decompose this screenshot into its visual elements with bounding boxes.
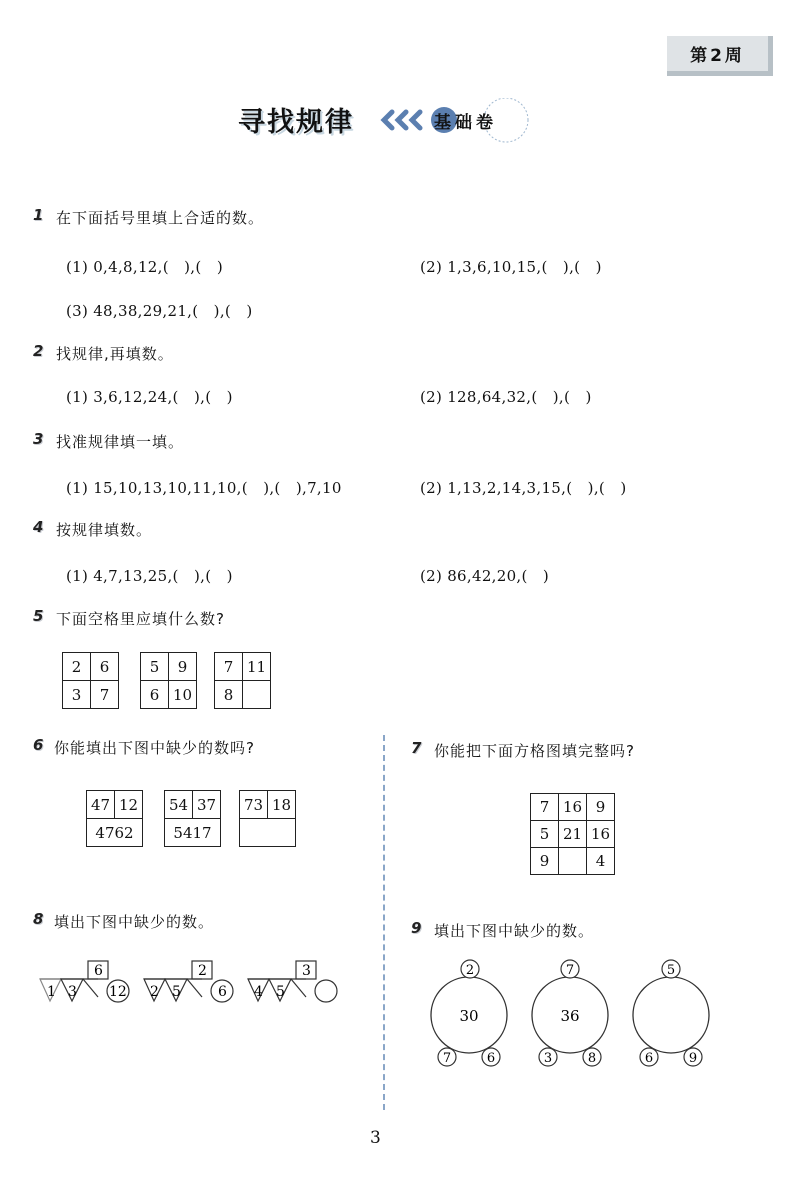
q9-c2-right: 8 bbox=[587, 1051, 597, 1066]
grid-cell: 7 bbox=[215, 653, 243, 681]
grid-cell: 6 bbox=[141, 681, 169, 709]
q4-number: 4 bbox=[33, 518, 44, 536]
q8-g3-box: 3 bbox=[302, 963, 311, 979]
grid-cell: 11 bbox=[243, 653, 271, 681]
q6-box-2 bbox=[164, 790, 221, 847]
q1-item-3: (3) 48,38,29,21,( ),( ) bbox=[66, 302, 253, 320]
grid-cell: 7 bbox=[531, 794, 559, 821]
q5-number: 5 bbox=[33, 607, 44, 625]
box-cell: 12 bbox=[115, 791, 143, 819]
q8-g1-b: 3 bbox=[68, 984, 77, 1000]
grid-cell: 10 bbox=[169, 681, 197, 709]
q8-figures bbox=[38, 955, 358, 1015]
q9-c1-right: 6 bbox=[486, 1051, 496, 1066]
box-cell bbox=[240, 819, 296, 847]
q8-g2-b: 5 bbox=[172, 984, 181, 1000]
q8-g3-b: 5 bbox=[276, 984, 285, 1000]
q9-text: 填出下图中缺少的数。 bbox=[434, 922, 595, 940]
q9-c3-right: 9 bbox=[688, 1051, 698, 1066]
grid-cell: 8 bbox=[215, 681, 243, 709]
q8-g1-box: 6 bbox=[94, 963, 103, 979]
grid-cell: 5 bbox=[531, 821, 559, 848]
box-cell: 18 bbox=[268, 791, 296, 819]
grid-cell: 2 bbox=[63, 653, 91, 681]
q8-g2-box: 2 bbox=[198, 963, 207, 979]
q7-grid bbox=[530, 793, 615, 875]
q8-text: 填出下图中缺少的数。 bbox=[54, 913, 215, 931]
q2-item-1: (1) 3,6,12,24,( ),( ) bbox=[66, 388, 233, 406]
q4-item-2: (2) 86,42,20,( ) bbox=[420, 567, 550, 585]
grid-cell: 5 bbox=[141, 653, 169, 681]
grid-cell: 9 bbox=[531, 848, 559, 875]
big-circle bbox=[633, 977, 709, 1053]
q5-grid-1 bbox=[62, 652, 119, 709]
q1-text: 在下面括号里填上合适的数。 bbox=[56, 209, 265, 227]
q8-g2-a: 2 bbox=[150, 984, 159, 1000]
grid-cell: 7 bbox=[91, 681, 119, 709]
q3-number: 3 bbox=[33, 430, 44, 448]
box-cell: 47 bbox=[87, 791, 115, 819]
q6-box-3 bbox=[239, 790, 296, 847]
q8-number: 8 bbox=[33, 910, 44, 928]
q8-g1-a: 1 bbox=[47, 984, 56, 1000]
q2-item-2: (2) 128,64,32,( ),( ) bbox=[420, 388, 592, 406]
grid-cell: 6 bbox=[91, 653, 119, 681]
grid-cell: 3 bbox=[63, 681, 91, 709]
q3-text: 找准规律填一填。 bbox=[56, 433, 185, 451]
column-divider bbox=[383, 735, 385, 1110]
q9-c1-left: 7 bbox=[442, 1051, 452, 1066]
grid-cell: 16 bbox=[587, 821, 615, 848]
box-cell: 5417 bbox=[165, 819, 221, 847]
box-cell: 4762 bbox=[87, 819, 143, 847]
q9-c3-left: 6 bbox=[644, 1051, 654, 1066]
q6-box-1 bbox=[86, 790, 143, 847]
grid-cell: 9 bbox=[169, 653, 197, 681]
week-label: 第2周 bbox=[690, 46, 745, 66]
q9-c2-left: 3 bbox=[543, 1051, 553, 1066]
q6-number: 6 bbox=[33, 736, 44, 754]
q7-number: 7 bbox=[411, 739, 422, 757]
box-cell: 54 bbox=[165, 791, 193, 819]
q6-text: 你能填出下图中缺少的数吗? bbox=[54, 739, 255, 757]
q9-number: 9 bbox=[411, 919, 422, 937]
grid-cell: 9 bbox=[587, 794, 615, 821]
box-cell: 37 bbox=[193, 791, 221, 819]
q7-text: 你能把下面方格图填完整吗? bbox=[434, 742, 635, 760]
q9-c2-center: 36 bbox=[560, 1007, 580, 1025]
grid-cell bbox=[559, 848, 587, 875]
q1-item-1: (1) 0,4,8,12,( ),( ) bbox=[66, 258, 223, 276]
q4-text: 按规律填数。 bbox=[56, 521, 153, 539]
q5-text: 下面空格里应填什么数? bbox=[56, 610, 225, 628]
q5-grid-2 bbox=[140, 652, 197, 709]
week-badge bbox=[667, 36, 773, 76]
q4-item-1: (1) 4,7,13,25,( ),( ) bbox=[66, 567, 233, 585]
q1-item-2: (2) 1,3,6,10,15,( ),( ) bbox=[420, 258, 602, 276]
q9-c3-top: 5 bbox=[666, 963, 676, 978]
q2-number: 2 bbox=[33, 342, 44, 360]
q8-g1-circle: 12 bbox=[109, 984, 127, 1000]
q9-c1-top: 2 bbox=[465, 963, 475, 978]
grid-cell: 16 bbox=[559, 794, 587, 821]
level-label: 基础卷 bbox=[434, 113, 497, 133]
grid-cell: 21 bbox=[559, 821, 587, 848]
q3-item-2: (2) 1,13,2,14,3,15,( ),( ) bbox=[420, 479, 627, 497]
q9-c1-center: 30 bbox=[459, 1007, 479, 1025]
level-decoration bbox=[376, 98, 536, 144]
q9-c2-top: 7 bbox=[565, 963, 575, 978]
q1-number: 1 bbox=[33, 206, 44, 224]
box-cell: 73 bbox=[240, 791, 268, 819]
circle-shape bbox=[315, 980, 337, 1002]
page-number: 3 bbox=[370, 1128, 381, 1148]
q3-item-1: (1) 15,10,13,10,11,10,( ),( ),7,10 bbox=[66, 479, 342, 497]
grid-cell bbox=[243, 681, 271, 709]
q8-g2-circle: 6 bbox=[218, 984, 227, 1000]
q9-figures bbox=[425, 955, 725, 1075]
q2-text: 找规律,再填数。 bbox=[56, 345, 174, 363]
q5-grid-3 bbox=[214, 652, 271, 709]
page-title: 寻找规律 bbox=[238, 107, 354, 138]
grid-cell: 4 bbox=[587, 848, 615, 875]
q8-g3-a: 4 bbox=[254, 984, 263, 1000]
